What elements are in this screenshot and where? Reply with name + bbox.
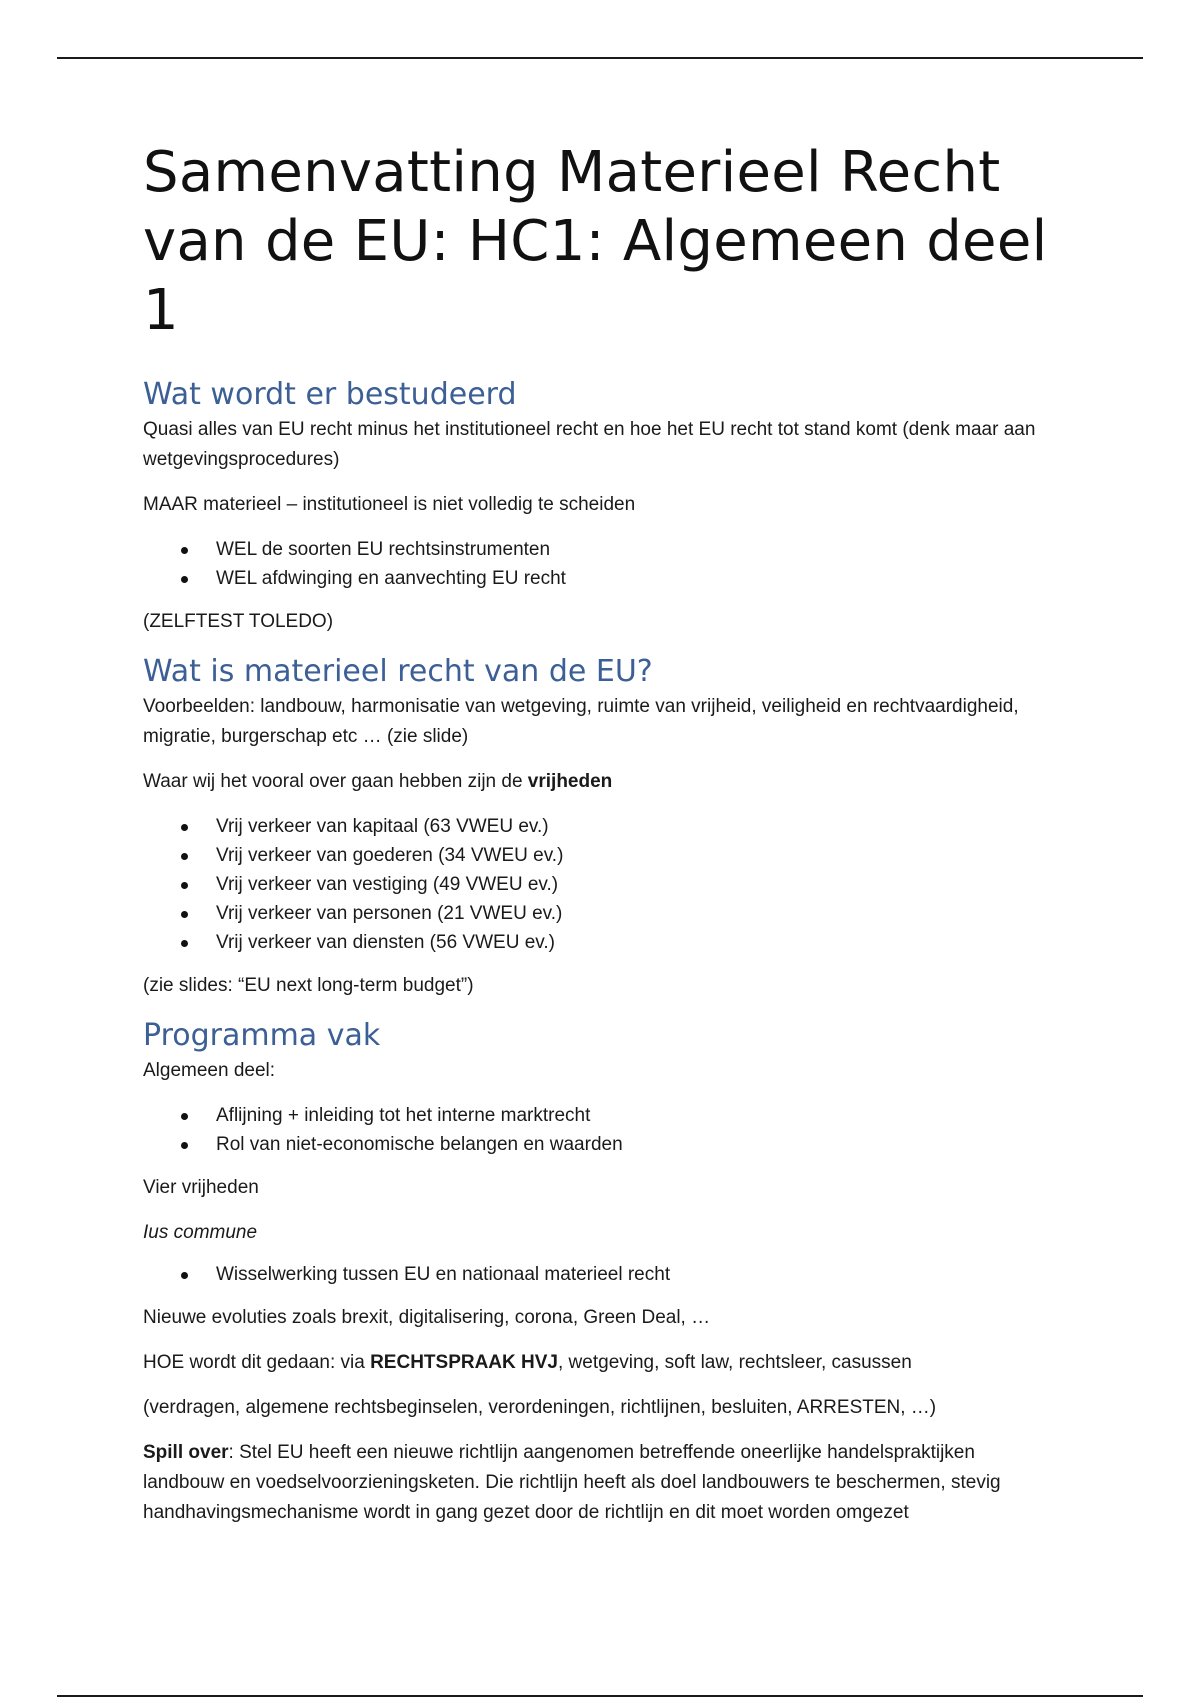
bullet-list	[143, 1260, 1048, 1289]
paragraph	[143, 1348, 1048, 1378]
bottom-divider	[57, 1695, 1143, 1697]
text-run: Waar wij het vooral over gaan hebben zijn de	[143, 771, 528, 792]
paragraph: (verdragen, algemene rechtsbeginselen, verordeningen, richtlijnen, besluiten, ARRESTEN, …)	[143, 1397, 937, 1418]
text-run: : Stel EU heeft een nieuwe richtlijn aangenomen betreffende oneerlijke handelspraktijken landbouw en voedselvoorzieningsketen. Die richtlijn heeft als doel landbouwers te beschermen, stevig handhavingsmechanisme wordt in gang gezet door de richtlijn en dit moet worden omgezet	[143, 1442, 1001, 1523]
bold-text: vrijheden	[527, 771, 613, 792]
bullet-list	[143, 812, 1048, 957]
list-item: Wisselwerking tussen EU en nationaal materieel recht	[216, 1260, 1048, 1289]
list-item: Rol van niet-economische belangen en waarden	[216, 1130, 1048, 1159]
text-run: HOE wordt dit gedaan: via	[143, 1352, 371, 1373]
section-materieel-recht	[143, 652, 1048, 1001]
document-page	[143, 138, 1048, 1543]
italic-text: Ius commune	[143, 1222, 258, 1243]
section-programma-vak	[143, 1016, 1048, 1528]
list-item: WEL de soorten EU rechtsinstrumenten	[216, 535, 1048, 564]
list-item: WEL afdwinging en aanvechting EU recht	[216, 564, 1048, 593]
paragraph: Vier vrijheden	[143, 1177, 259, 1198]
paragraph	[143, 1438, 1048, 1528]
paragraph: Nieuwe evoluties zoals brexit, digitalisering, corona, Green Deal, …	[143, 1307, 711, 1328]
section-heading: Programma vak	[143, 1018, 381, 1053]
list-item: Vrij verkeer van diensten (56 VWEU ev.)	[216, 928, 1048, 957]
list-item: Vrij verkeer van personen (21 VWEU ev.)	[216, 899, 1048, 928]
list-item: Aflijning + inleiding tot het interne marktrecht	[216, 1101, 1048, 1130]
paragraph: MAAR materieel – institutioneel is niet volledig te scheiden	[143, 494, 636, 515]
paragraph	[143, 767, 1048, 797]
paragraph: (zie slides: “EU next long-term budget”)	[143, 975, 474, 996]
paragraph: Voorbeelden: landbouw, harmonisatie van wetgeving, ruimte van vrijheid, veiligheid en rechtvaardigheid, migratie, burgerschap etc … (zie slide)	[143, 696, 1019, 747]
list-item: Vrij verkeer van vestiging (49 VWEU ev.)	[216, 870, 1048, 899]
text-run: , wetgeving, soft law, rechtsleer, casussen	[558, 1352, 912, 1373]
paragraph: (ZELFTEST TOLEDO)	[143, 611, 334, 632]
list-item: Vrij verkeer van goederen (34 VWEU ev.)	[216, 841, 1048, 870]
bullet-list	[143, 535, 1048, 593]
bold-text: RECHTSPRAAK HVJ	[370, 1352, 558, 1373]
section-heading: Wat is materieel recht van de EU?	[143, 654, 653, 689]
paragraph: Algemeen deel:	[143, 1060, 276, 1081]
section-heading: Wat wordt er bestudeerd	[143, 377, 517, 412]
list-item: Vrij verkeer van kapitaal (63 VWEU ev.)	[216, 812, 1048, 841]
bold-text: Spill over	[143, 1442, 229, 1463]
bullet-list	[143, 1101, 1048, 1159]
paragraph	[143, 1218, 1048, 1248]
document-title: Samenvatting Materieel Recht van de EU: HC1: Algemeen deel 1	[143, 140, 1048, 343]
paragraph: Quasi alles van EU recht minus het institutioneel recht en hoe het EU recht tot stand komt (denk maar aan wetgevingsprocedures)	[143, 419, 1036, 470]
section-wat-wordt-er-bestudeerd	[143, 375, 1048, 637]
top-divider	[57, 57, 1143, 59]
